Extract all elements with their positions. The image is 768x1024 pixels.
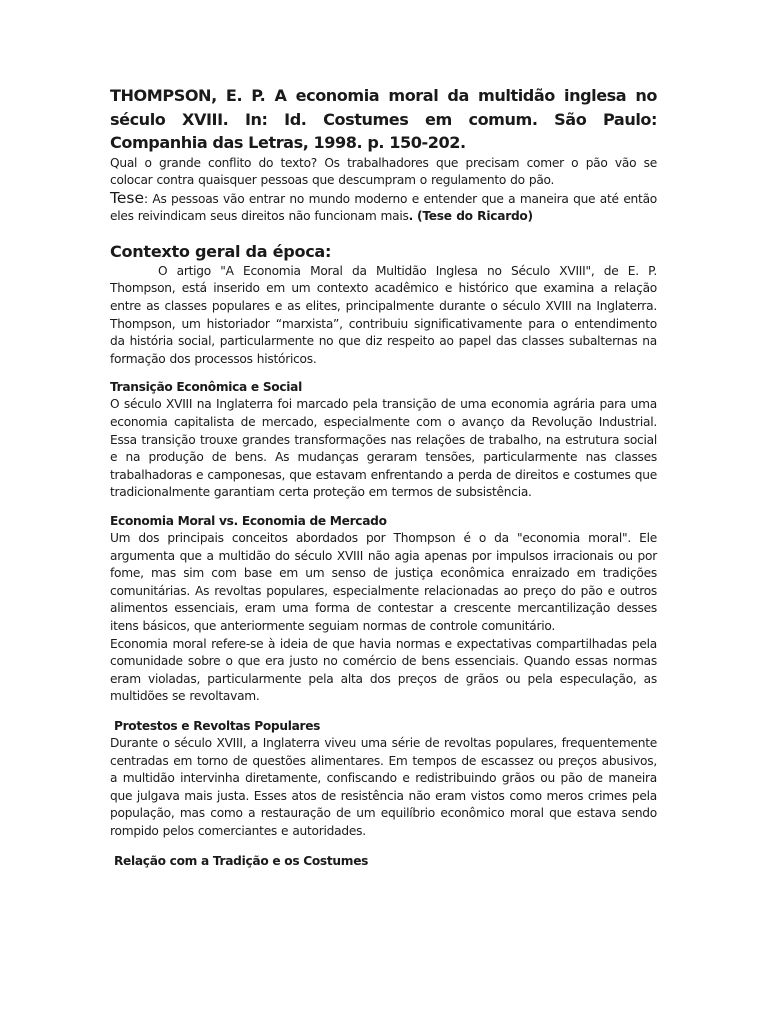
thesis-text: : As pessoas vão entrar no mundo moderno e entender que a maneira que até então eles reivindicam seus direitos não funcionam mais	[110, 191, 657, 224]
central-question: Qual o grande conflito do texto? Os trabalhadores que precisam comer o pão vão se colocar contra quaisquer pessoas que descumpram o regulamento do pão.	[110, 155, 657, 188]
thesis-period: .	[408, 209, 413, 224]
section-heading-protestos: Protestos e Revoltas Populares	[110, 718, 321, 733]
thesis-note: (Tese do Ricardo)	[417, 209, 533, 224]
section-heading-economia: Economia Moral vs. Economia de Mercado	[110, 514, 387, 528]
section-heading-relacao: Relação com a Tradição e os Costumes	[110, 853, 369, 868]
section-paragraph-transicao: O século XVIII na Inglaterra foi marcado pela transição de uma economia agrária para uma economia capitalista de mercado, especialmente com o avanço da Revolução Industrial. Essa transição trouxe grandes transformações nas relações de trabalho, na estrutura social e na produção de bens. As mudanças geraram tensões, particularmente nas classes trabalhadoras e camponesas, que estavam enfrentando a perda de direitos e costumes que tradicionalmente garantiam certa proteção em termos de subsistência.	[110, 397, 657, 500]
section-paragraph-protestos: Durante o século XVIII, a Inglaterra viveu uma série de revoltas populares, frequentemente centradas em torno de questões alimentares. Em tempos de escassez ou preços abusivos, a multidão intervinha diretamente, confiscando e redistribuindo grãos ou pão de maneira que julgava mais justa. Esses atos de resistência não eram vistos como meros crimes pela população, mas como a restauração de um equilíbrio econômico moral que estava sendo rompido pelos comerciantes e autoridades.	[110, 735, 657, 838]
thesis-label: Tese	[110, 188, 144, 207]
bibliographic-reference: THOMPSON, E. P. A economia moral da multidão inglesa no século XVIII. In: Id. Costumes em comum. São Paulo: Companhia das Letras, 1998. p. 150-202.	[110, 86, 657, 152]
context-heading: Contexto geral da época:	[110, 241, 332, 261]
section-paragraph-economia-1: Um dos principais conceitos abordados por Thompson é o da "economia moral". Ele argumenta que a multidão do século XVIII não agia apenas por impulsos irracionais ou por fome, mas sim com base em um senso de justiça econômica enraizado em tradições comunitárias. As revoltas populares, especialmente relacionadas ao preço do pão e outros alimentos essenciais, eram uma forma de contestar a crescente mercantilização desses itens básicos, que anteriormente seguiam normas de controle comunitário.	[110, 531, 657, 633]
thesis-paragraph	[110, 190, 657, 226]
section-heading-transicao: Transição Econômica e Social	[110, 380, 302, 395]
section-paragraph-economia-2: Economia moral refere-se à ideia de que havia normas e expectativas compartilhadas pela comunidade sobre o que era justo no comércio de bens essenciais. Quando essas normas eram violadas, particularmente pela alta dos preços de grãos ou pela especulação, as multidões se revoltavam.	[110, 636, 657, 704]
intro-paragraph: O artigo "A Economia Moral da Multidão Inglesa no Século XVIII", de E. P. Thompson, está inserido em um contexto acadêmico e histórico que examina a relação entre as classes populares e as elites, principalmente durante o século XVIII na Inglaterra. Thompson, um historiador “marxista”, contribuiu significativamente para o entendimento da história social, particularmente no que diz respeito ao papel das classes subalternas na formação dos processos históricos.	[110, 263, 657, 366]
document-content	[110, 84, 657, 870]
